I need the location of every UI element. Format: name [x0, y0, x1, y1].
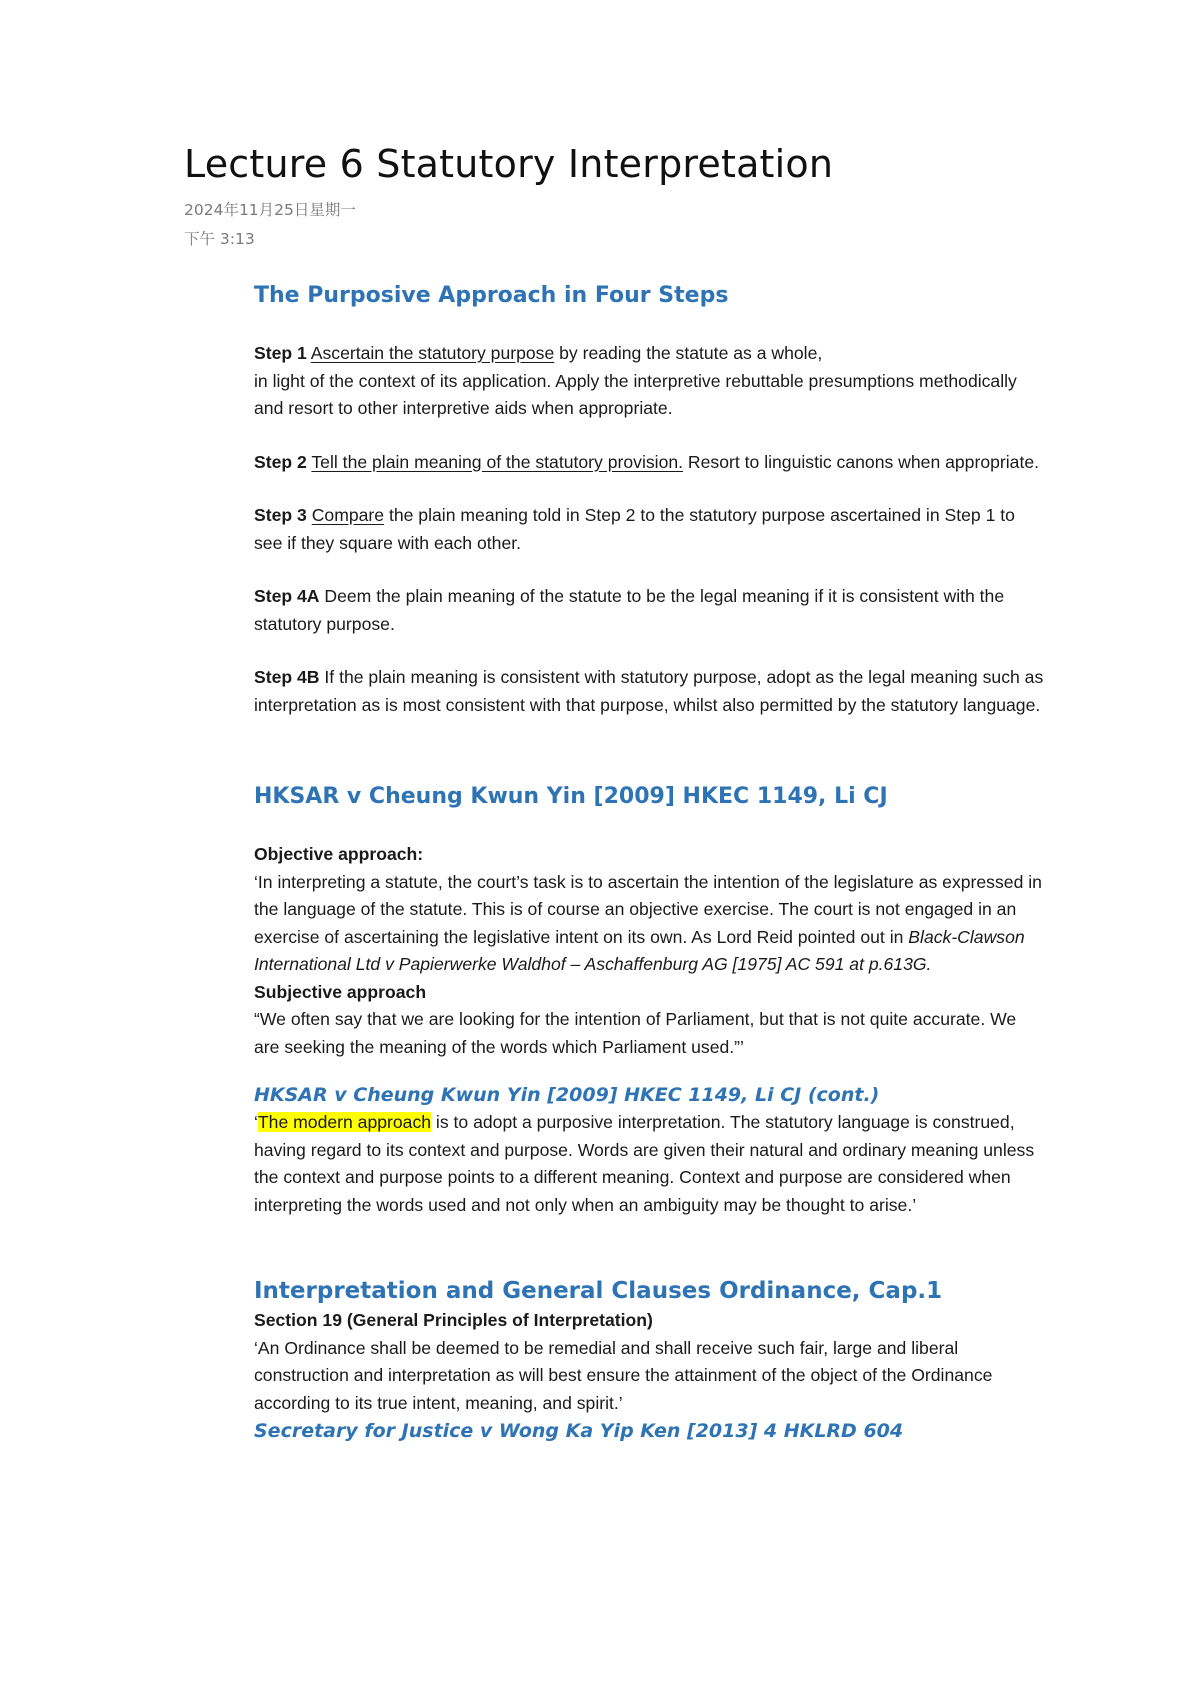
step-text: the plain meaning told in Step 2 to the statutory purpose ascertained in Step 1 to see if they square with each other. [254, 505, 1015, 553]
quote-text: is to adopt a purposive interpretation. The statutory language is construed, having regard to its context and purpose. Words are given their natural and ordinary meaning unless the context and purpose points to a different meaning. Context and purpose are considered when interpreting the words used and not only when an ambiguity may be thought to arise.’ [254, 1112, 1035, 1215]
note-date: 2024年11月25日星期一 [184, 201, 356, 219]
step-2-paragraph [254, 449, 1044, 477]
case-heading-cheung-kwun-yin-cont: HKSAR v Cheung Kwun Yin [2009] HKEC 1149, Li CJ (cont.) [254, 1084, 880, 1106]
section-19-subheading: Section 19 (General Principles of Interpretation) [254, 1310, 653, 1330]
step-text: Resort to linguistic canons when appropriate. [683, 451, 1040, 472]
subjective-approach-quote: “We often say that we are looking for the intention of Parliament, but that is not quite accurate. We are seeking the meaning of the words which Parliament used.”’ [254, 1009, 1017, 1057]
step-key-phrase: Compare [311, 505, 385, 525]
section-heading-interpretation-ordinance: Interpretation and General Clauses Ordinance, Cap.1 [254, 1278, 943, 1304]
step-label: Step 4B [254, 667, 320, 687]
section-heading-purposive-approach: The Purposive Approach in Four Steps [254, 283, 729, 308]
quote-open: ‘ [254, 1112, 258, 1132]
cited-case-link: Secretary for Justice v Wong Ka Yip Ken [2013] 4 HKLRD 604 [254, 1420, 904, 1442]
step-text: by reading the statute as a whole, [554, 343, 823, 363]
case-heading-cheung-kwun-yin: HKSAR v Cheung Kwun Yin [2009] HKEC 1149, Li CJ [254, 784, 888, 809]
step-text-continued: in light of the context of its application. Apply the interpretive rebuttable presumptions methodically and resort to other interpretive aids when appropriate. [254, 370, 1017, 418]
step-label: Step 4A [254, 586, 320, 606]
subjective-approach-label: Subjective approach [254, 981, 427, 1002]
quote-text: ‘In interpreting a statute, the court’s task is to ascertain the intention of the legislature as expressed in the language of the statute. This is of course an objective exercise. The court is not engaged in an exercise of ascertaining the legislative intent on its own. As Lord Reid pointed out in [254, 871, 1042, 947]
note-time: 下午 3:13 [184, 230, 255, 248]
page-title: Lecture 6 Statutory Interpretation [184, 142, 834, 186]
step-label: Step 3 [254, 505, 307, 525]
cited-case: Black-Clawson International Ltd v Papierwerke Waldhof – Aschaffenburg AG [1975] AC 591 at p.613G. [254, 926, 1025, 974]
step-4b-paragraph [254, 664, 1044, 719]
step-text: If the plain meaning is consistent with statutory purpose, adopt as the legal meaning such as interpretation as is most consistent with that purpose, whilst also permitted by the statutory language. [254, 667, 1044, 715]
objective-approach-label: Objective approach: [254, 844, 424, 864]
modern-approach-quote [254, 1109, 1044, 1219]
step-key-phrase: Tell the plain meaning of the statutory provision. [311, 451, 684, 472]
step-label: Step 1 [254, 343, 307, 363]
step-label: Step 2 [254, 451, 307, 472]
step-1-paragraph [254, 340, 1044, 423]
section-19-quote: ‘An Ordinance shall be deemed to be remedial and shall receive such fair, large and liberal construction and interpretation as will best ensure the attainment of the object of the Ordinance according to its true intent, meaning, and spirit.’ [254, 1337, 993, 1413]
objective-approach-quote [254, 869, 1044, 979]
step-text: Deem the plain meaning of the statute to be the legal meaning if it is consistent with the statutory purpose. [254, 586, 1005, 634]
step-3-paragraph [254, 502, 1044, 557]
step-4a-paragraph [254, 583, 1044, 638]
step-key-phrase: Ascertain the statutory purpose [310, 343, 555, 363]
highlighted-phrase: The modern approach [257, 1112, 432, 1132]
note-body [254, 280, 1044, 1445]
